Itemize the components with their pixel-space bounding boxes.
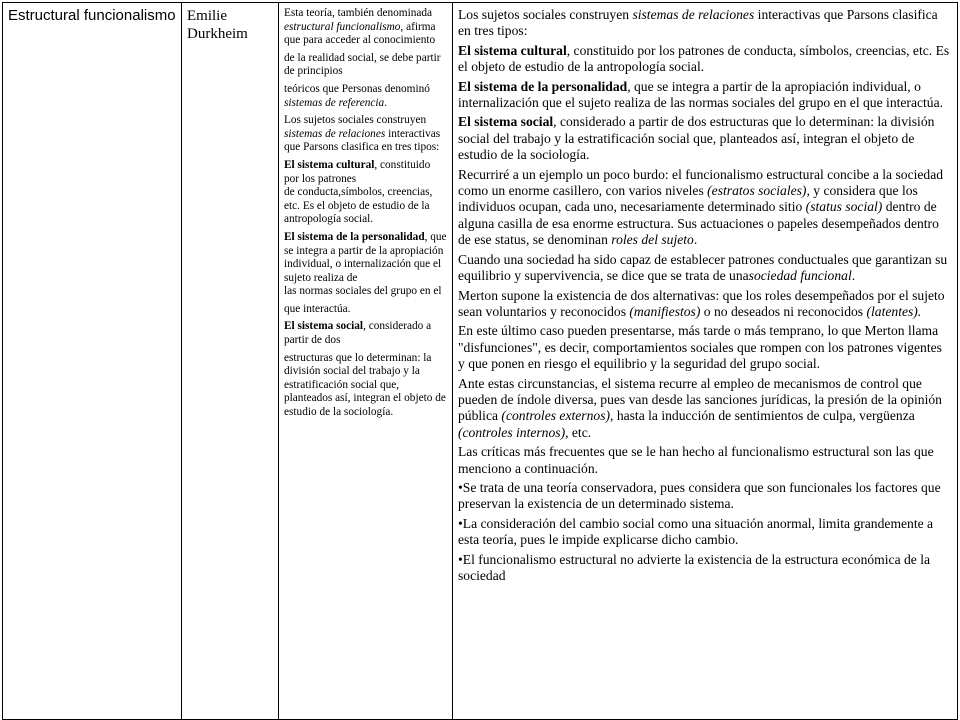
text: Merton supone la existencia de dos alternativas: que los roles desempeñados por el sujeto sean voluntarios y reconocidos — [458, 287, 945, 319]
italic-term: (controles internos), — [458, 424, 569, 440]
detail-paragraph — [458, 79, 952, 112]
text: interactivas que Parsons clasifica en tres tipos: — [284, 127, 441, 154]
text: , hasta la inducción de sentimientos de culpa, vergüenza — [610, 408, 915, 424]
italic-term: sociedad funcional — [748, 268, 852, 284]
italic-term: (latentes). — [866, 303, 922, 319]
text: etc. — [568, 424, 592, 440]
bold-term: El sistema social — [458, 114, 554, 130]
text: , constituido por los patrones — [284, 158, 431, 185]
summary-paragraph — [284, 7, 447, 48]
text: Los sujetos sociales construyen — [284, 114, 427, 127]
text: dentro de alguna casilla de esa enorme estructura. Sus actuaciones o papeles desempeñados dentro de ese status, se denominan — [458, 199, 939, 248]
detail-paragraph: Las críticas más frecuentes que se le han hecho al funcionalismo estructural son las que menciono a continuación. — [458, 444, 934, 476]
text: , constituido por los patrones de conducta, símbolos, creencias, etc. Es el objeto de estudio de la antropología social. — [458, 42, 950, 75]
summary-paragraph: que interactúa. — [284, 302, 351, 315]
italic-term: sistemas de referencia — [284, 96, 385, 109]
summary-paragraph: las normas sociales del grupo en el — [284, 285, 442, 298]
summary-paragraph — [284, 231, 447, 285]
detail-paragraph — [458, 288, 952, 321]
text: Los sujetos sociales construyen — [458, 7, 633, 22]
text: . — [693, 232, 698, 248]
text: Cuando una sociedad ha sido capaz de establecer patrones conductuales que garantizan su equilibrio y supervivencia, se dice que se trata de una — [458, 251, 948, 284]
detail-paragraph — [458, 376, 952, 442]
text: Ante estas circunstancias, el sistema recurre al empleo de mecanismos de control que pueden de índole diversa, pues van desde las sanciones jurídicas, la presión de la opinión pública — [458, 375, 942, 424]
author-cell — [182, 3, 279, 720]
italic-term: (controles externos) — [501, 408, 611, 424]
bold-term: El sistema de la personalidad — [458, 78, 628, 94]
italic-term: sistemas de relaciones — [284, 127, 386, 140]
text: . — [384, 96, 388, 109]
summary-paragraph — [284, 159, 447, 186]
theory-name: Estructural funcionalismo — [8, 7, 176, 24]
theory-table — [2, 2, 958, 720]
italic-term: (manifiestos) — [629, 303, 701, 319]
text: Recurriré a un ejemplo un poco burdo: el funcionalismo estructural concibe a la sociedad como un enorme casillero, con varios niveles — [458, 166, 944, 199]
bold-term: El sistema cultural — [284, 158, 375, 171]
detail-paragraph — [458, 114, 952, 163]
text: y considera que los individuos ocupan, cada uno, necesariamente determinado sitio — [458, 183, 918, 215]
bold-term: El sistema cultural — [458, 42, 567, 58]
text: o no deseados ni reconocidos — [700, 303, 867, 319]
bold-term: El sistema de la personalidad — [284, 230, 425, 243]
detail-paragraph — [458, 7, 952, 40]
detail-paragraph: En este último caso pueden presentarse, más tarde o más temprano, lo que Merton llama "disfunciones", es decir, comportamientos sociales que rompen con los patrones vigentes y que ponen en riesgo el equilibrio y la seguridad del grupo social. — [458, 323, 942, 372]
text: , considerado a partir de dos estructuras que lo determinan: la división social del trabajo y la estratificación social que, planteados así, integran el objeto de estudio de la sociología. — [458, 114, 935, 163]
text: teóricos que Personas denominó — [284, 82, 430, 95]
summary-paragraph — [284, 320, 447, 347]
table-row — [3, 3, 958, 720]
italic-term: (status social) — [805, 199, 883, 215]
bullet-item: •La consideración del cambio social como una situación anormal, limita grandemente a esta teoría, pues le impide explicarse dicho cambio. — [458, 515, 934, 548]
italic-term: sistemas de relaciones — [632, 7, 755, 22]
detail-paragraph — [458, 252, 952, 285]
text: interactivas que Parsons clasifica en tres tipos: — [458, 7, 938, 39]
text: , que se integra a partir de la apropiación individual, o internalización que el sujeto realiza de las normas sociales del grupo en el que interactúa. — [458, 78, 944, 111]
summary-paragraph: de conducta,símbolos, creencias, etc. Es el objeto de estudio de la antropología social. — [284, 186, 433, 226]
detail-paragraph — [458, 167, 952, 249]
detail-paragraph — [458, 43, 952, 76]
bullet-item: •Se trata de una teoría conservadora, pues considera que son funcionales los factores que preservan la existencia de un determinado sistema. — [458, 479, 941, 512]
bold-term: El sistema social — [284, 320, 364, 333]
text: , afirma que para acceder al conocimiento — [284, 20, 436, 47]
italic-term: (estratos sociales), — [707, 183, 810, 199]
summary-cell — [279, 3, 453, 720]
summary-paragraph — [284, 83, 447, 110]
italic-term: roles del sujeto — [611, 232, 694, 248]
detail-cell — [453, 3, 958, 720]
text: Esta teoría, también denominada — [284, 7, 433, 19]
bullet-item: •El funcionalismo estructural no advierte la existencia de la estructura económica de la sociedad — [458, 551, 931, 583]
summary-paragraph — [284, 114, 447, 155]
italic-term: estructural funcionalismo — [284, 20, 401, 33]
summary-paragraph: de la realidad social, se debe partir de principios — [284, 51, 441, 78]
text: , considerado a partir de dos — [284, 320, 432, 347]
theory-name-cell — [3, 3, 182, 720]
summary-paragraph: estructuras que lo determinan: la división social del trabajo y la estratificación social que, planteados así, integran el objeto de estudio de la sociología. — [284, 351, 446, 419]
text: , que se integra a partir de la apropiación individual, o internalización que el sujeto realiza de — [284, 230, 447, 284]
author-name: Emilie Durkheim — [187, 8, 248, 42]
text: . — [851, 268, 856, 284]
